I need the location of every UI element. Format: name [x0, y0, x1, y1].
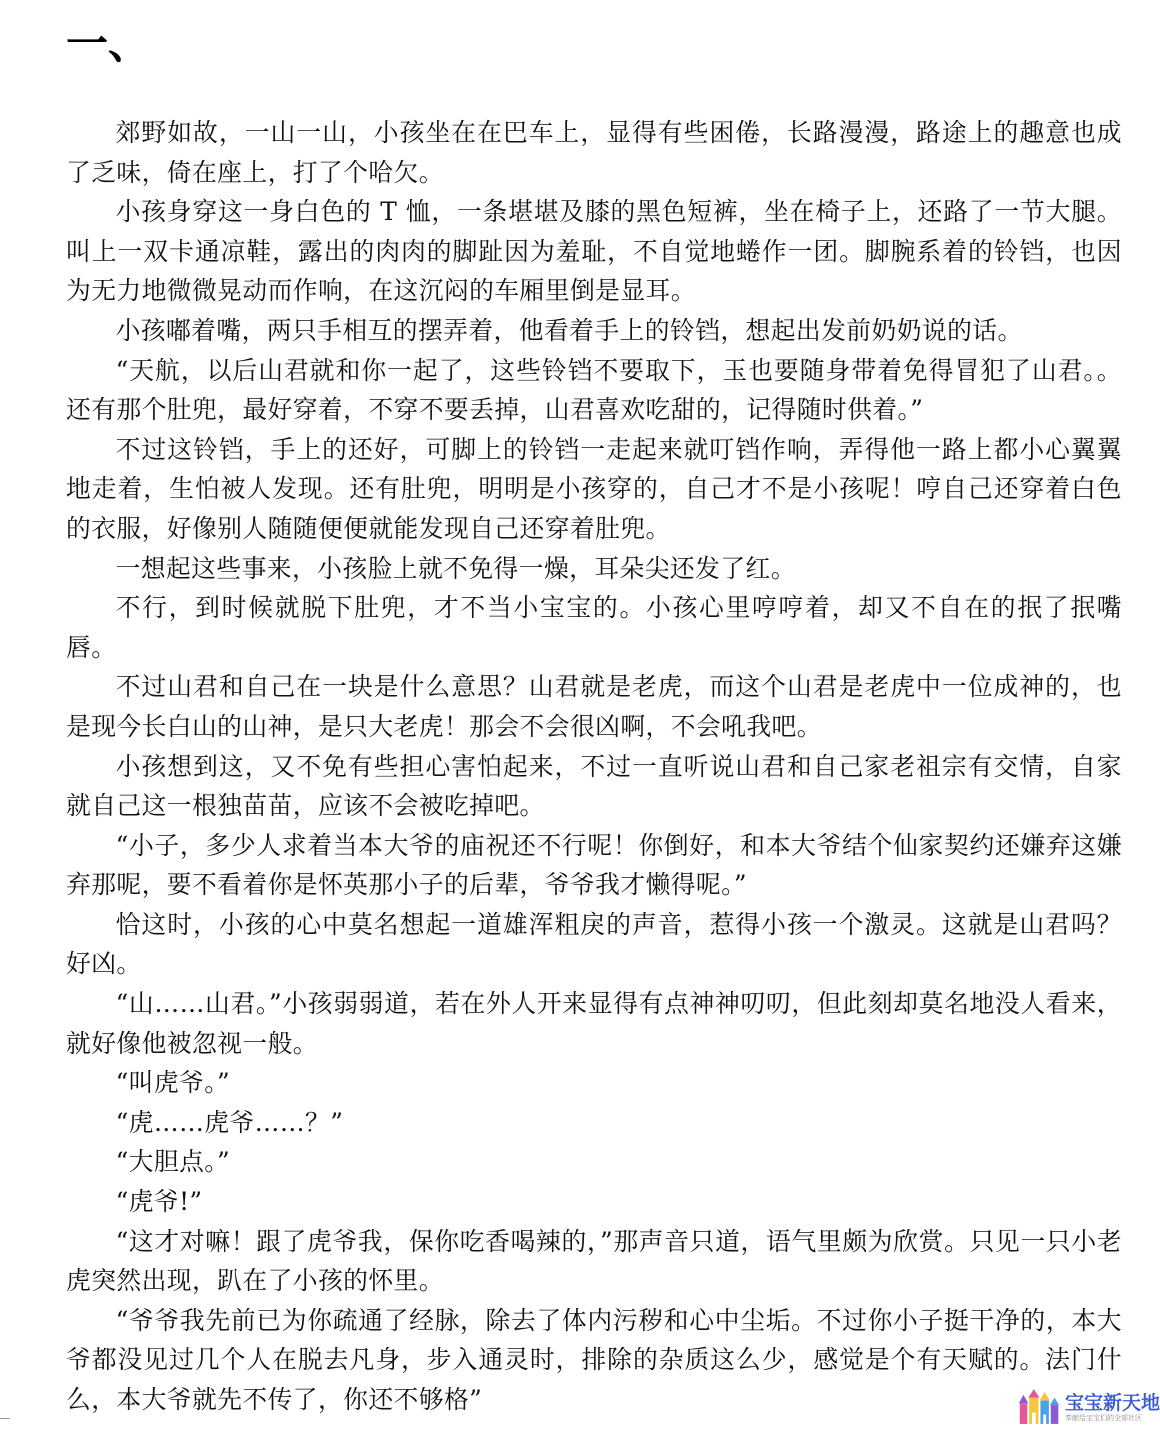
document-body: [66, 113, 1122, 1420]
paragraph-11: 恰这时，小孩的心中莫名想起一道雄浑粗戾的声音，惹得小孩一个激灵。这就是山君吗？好凶。: [66, 909, 1122, 979]
paragraph-4: “天航，以后山君就和你一起了，这些铃铛不要取下，玉也要随身带着免得冒犯了山君。。还有那个肚兜，最好穿着，不穿不要丢掉，山君喜欢吃甜的，记得随时供着。”: [66, 355, 1122, 425]
watermark-subtitle: 奉献给宝宝们的全部社区: [1064, 1413, 1142, 1422]
paragraph-13: “叫虎爷。”: [115, 1068, 231, 1098]
paragraph-18: “爷爷我先前已为你疏通了经脉，除去了体内污秽和心中尘垢。不过你小子挺干净的，本大爷都没见过几个人在脱去凡身，步入通灵时，排除的杂质这么少，感觉是个有天赋的。法门什么，本大爷就先不传了，你还不够格”: [66, 1305, 1122, 1414]
paragraph-12: “山……山君。”小孩弱弱道，若在外人开来显得有点神神叨叨，但此刻却莫名地没人看来，就好像他被忽视一般。: [66, 989, 1122, 1058]
paragraph-9: 小孩想到这，又不免有些担心害怕起来，不过一直听说山君和自己家老祖宗有交情，自家就自己这一根独苗苗，应该不会被吃掉吧。: [66, 751, 1122, 821]
paragraph-2: 小孩身穿这一身白色的 T 恤，一条堪堪及膝的黑色短裤，坐在椅子上，还路了一节大腿。叫上一双卡通凉鞋，露出的肉肉的脚趾因为羞耻，不自觉地蜷作一团。脚腕系着的铃铛，也因为无力地微微晃动而作响，在这沉闷的车厢里倒是显耳。: [66, 197, 1122, 306]
watermark-title: 宝宝新天地: [1064, 1391, 1160, 1414]
paragraph-17: “这才对嘛！跟了虎爷我，保你吃香喝辣的，”那声音只道，语气里颇为欣赏。只见一只小老虎突然出现，趴在了小孩的怀里。: [66, 1226, 1122, 1296]
paragraph-10: “小子，多少人求着当本大爷的庙祝还不行呢！你倒好，和本大爷结个仙家契约还嫌弃这嫌弃那呢，要不看着你是怀英那小子的后辈，爷爷我才懒得呢。”: [66, 830, 1122, 900]
paragraph-6: 一想起这些事来，小孩脸上就不免得一燥，耳朵尖还发了红。: [115, 553, 796, 583]
paragraph-14: “虎……虎爷……？”: [115, 1107, 344, 1137]
paragraph-3: 小孩嘟着嘴，两只手相互的摆弄着，他看着手上的铃铛，想起出发前奶奶说的话。: [115, 315, 1023, 345]
paragraph-8: 不过山君和自己在一块是什么意思？山君就是老虎，而这个山君是老虎中一位成神的，也是现今长白山的山神，是只大老虎！那会不会很凶啊，不会吼我吧。: [66, 672, 1122, 741]
paragraph-16: “虎爷!”: [115, 1187, 203, 1217]
paragraph-15: “大胆点。”: [115, 1147, 231, 1177]
page-corner-mark: [0, 1418, 10, 1429]
paragraph-1: 郊野如故，一山一山，小孩坐在在巴车上，显得有些困倦，长路漫漫，路途上的趣意也成了乏味，倚在座上，打了个哈欠。: [66, 118, 1122, 187]
paragraph-5: 不过这铃铛，手上的还好，可脚上的铃铛一走起来就叮铛作响，弄得他一路上都小心翼翼地走着，生怕被人发现。还有肚兜，明明是小孩穿的，自己才不是小孩呢！哼自己还穿着白色的衣服，好像别人随随便便就能发现自己还穿着肚兜。: [66, 434, 1122, 543]
paragraph-7: 不行，到时候就脱下肚兜，才不当小宝宝的。小孩心里哼哼着，却又不自在的抿了抿嘴唇。: [66, 593, 1122, 662]
site-watermark: [1016, 1386, 1160, 1428]
castle-logo-icon: [1016, 1387, 1063, 1427]
watermark-text: [1065, 1392, 1160, 1423]
chapter-heading: 一、: [66, 19, 151, 68]
